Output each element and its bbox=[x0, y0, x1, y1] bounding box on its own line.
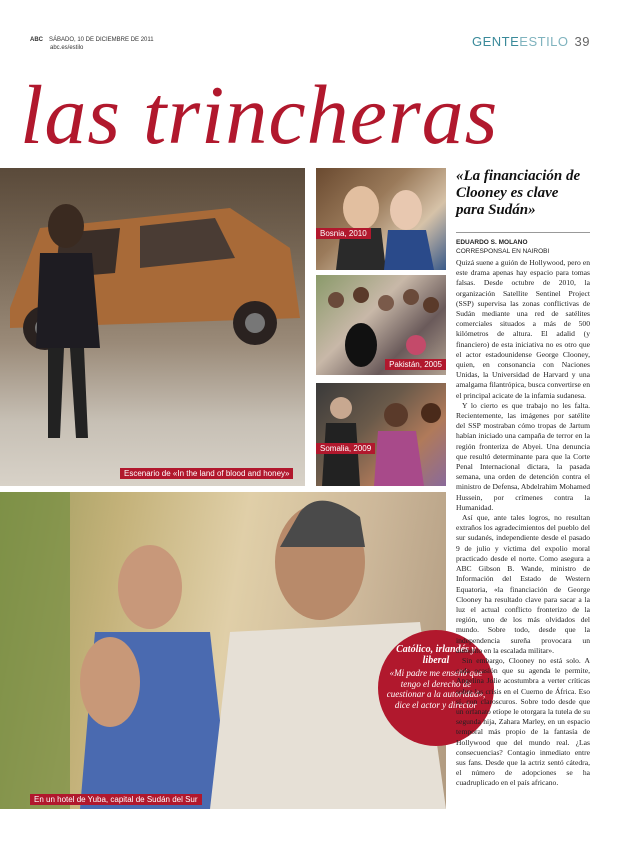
callout-title: Católico, irlandés y liberal bbox=[396, 644, 476, 666]
section-name-a: GENTE bbox=[471, 34, 520, 49]
section-name-b: ESTILO bbox=[519, 34, 569, 49]
headline: las trincheras bbox=[20, 69, 499, 162]
callout-quote: «Mi padre me enseñó que tengo el derecho de cuestionar a la autoridad», dice el actor y director bbox=[386, 668, 486, 710]
caption-pakistan: Pakistán, 2005 bbox=[385, 359, 446, 370]
issue-date: SÁBADO, 10 DE DICIEMBRE DE 2011 bbox=[49, 37, 154, 43]
portrait-illustration bbox=[316, 168, 446, 270]
caption-bosnia: Bosnia, 2010 bbox=[316, 228, 371, 239]
author-role: CORRESPONSAL EN NAIROBI bbox=[456, 248, 550, 255]
section-header bbox=[472, 34, 590, 49]
photo-film-set bbox=[0, 168, 305, 486]
article-title: «La financiación de Clooney es clave para Sudán» bbox=[456, 168, 581, 218]
byline bbox=[456, 238, 590, 256]
photo-pakistan bbox=[316, 275, 446, 375]
paragraph: Y lo cierto es que trabajo no les falta. Recientemente, las imágenes por satélite del SSP mostraban cómo tropas de Jartum habían iniciado una campaña de terror en la región fronteriza de Abyei. Una denuncia que resultó determinante para que la Corte Penal Internacional dictara, la pasada semana, una orden de detención contra el ministro de Defensa, Abdelrahim Mohamed Hussein, por crímenes contra la Humanidad. bbox=[456, 400, 590, 512]
paragraph: Quizá suene a guión de Hollywood, pero en este drama apenas hay espacio para tomas falsas. Desde octubre de 2010, la organización Satellite Sentinel Project (SSP) supervisa las zonas conflictivas de Sudán mediante una red de satélites comerciales situados a más de 500 kilómetros de altura. El adalid (y financiero) de esta iniciativa no es otro que el actor estadounidense George Clooney, quien, en consonancia con Naciones Unidas, la Universidad de Harvard y una amalgama filantrópica, busca convertirse en el principal acicate de la infamia sudanesa. bbox=[456, 258, 590, 400]
brand-label: ABC bbox=[30, 37, 43, 43]
caption-hotel-yuba: En un hotel de Yuba, capital de Sudán del Sur bbox=[30, 794, 202, 805]
title-divider bbox=[456, 232, 590, 233]
paragraph: Sin embargo, Clooney no está solo. A cada ocasión que su agenda le permite, Angelina Jolie acostumbra a verter críticas sobre las crisis en el Cuerno de África. Eso sí, con claroscuros. Sobre todo desde que un orfanato etíope le otorgara la tutela de su segunda hija, Zahara Marley, en un espacio temporal más propio de la fantasía de Hollywood que del mundo real. ¿Las consecuencias? Contagio inmediato entre sus fans. Desde que la actriz sentó cátedra, el número de adopciones se ha cuadruplicado en el país africano. bbox=[456, 655, 590, 788]
paragraph: Así que, ante tales logros, no resultan extraños los agradecimientos del pueblo del sur sudanés, independiente desde el pasado 9 de julio y víctima del expolio moral practicado desde el norte. Como asegura a ABC Gibson B. Wande, ministro de Información del Estado de Western Equatoria, «la financiación de George Clooney ha resultado clave para sacar a la luz el actual conflicto fronterizo de la región, uno de los más olvidados del mundo. Sobre todo, desde que la independencia sureña provocara un aumento en la escalada militar». bbox=[456, 513, 590, 655]
caption-film-set: Escenario de «In the land of blood and honey» bbox=[120, 468, 293, 479]
page-number: 39 bbox=[574, 34, 590, 49]
photo-hotel-yuba bbox=[0, 492, 446, 809]
caption-somalia: Somalia, 2009 bbox=[316, 443, 375, 454]
section-url[interactable]: abc.es/estilo bbox=[50, 45, 84, 51]
page-header-left bbox=[30, 36, 154, 52]
photo-bosnia bbox=[316, 168, 446, 270]
author-name: EDUARDO S. MOLANO bbox=[456, 239, 528, 246]
woman-figure-illustration bbox=[18, 198, 113, 448]
group-illustration bbox=[316, 383, 446, 486]
photo-somalia bbox=[316, 383, 446, 486]
interview-illustration bbox=[0, 492, 446, 809]
article-body bbox=[456, 258, 590, 789]
